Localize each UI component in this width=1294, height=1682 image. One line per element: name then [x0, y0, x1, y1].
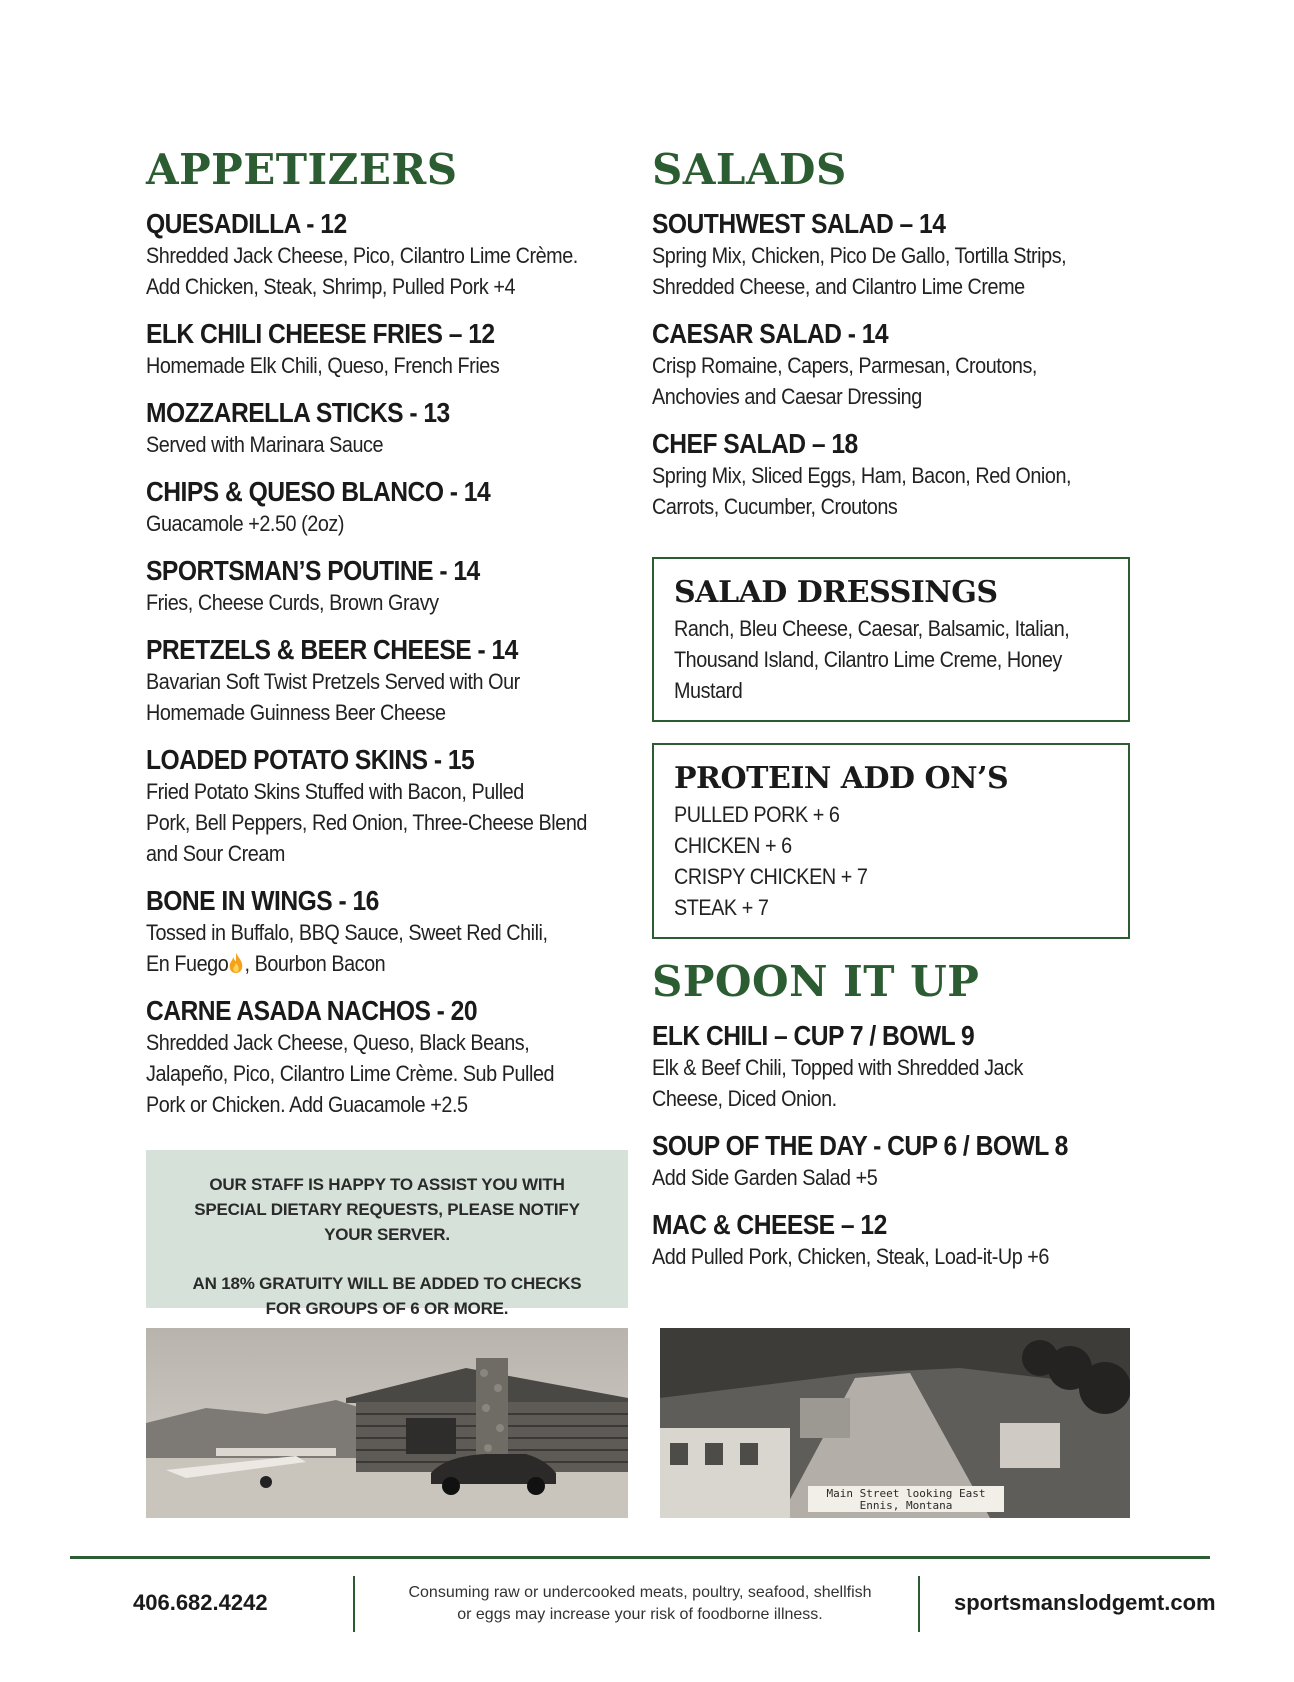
- menu-item: [146, 397, 636, 460]
- food-safety-warning: [380, 1582, 900, 1626]
- item-name: BONE IN WINGS - 16: [146, 885, 379, 916]
- dressing-line: Mustard: [674, 678, 743, 703]
- item-name: PRETZELS & BEER CHEESE - 14: [146, 634, 518, 665]
- item-name: SOUTHWEST SALAD – 14: [652, 208, 946, 239]
- salads-title: SALADS: [652, 145, 847, 194]
- spoon-it-up-title: SPOON IT UP: [652, 957, 980, 1006]
- menu-item: [652, 428, 1142, 522]
- item-description: and Sour Cream: [146, 841, 285, 866]
- item-description: Bavarian Soft Twist Pretzels Served with Our: [146, 669, 520, 694]
- dressing-line: Ranch, Bleu Cheese, Caesar, Balsamic, Italian,: [674, 616, 1070, 641]
- menu-item: [146, 885, 636, 979]
- item-description: Shredded Cheese, and Cilantro Lime Creme: [652, 274, 1025, 299]
- protein-addons-title: PROTEIN ADD ON’S: [674, 761, 1009, 796]
- item-description: Shredded Jack Cheese, Queso, Black Beans,: [146, 1030, 530, 1055]
- wings-flavor-text: En Fuego , Bourbon Bacon: [146, 951, 385, 976]
- menu-item: [146, 744, 636, 869]
- menu-item: [146, 555, 636, 618]
- menu-item: [146, 318, 636, 381]
- warning-line: or eggs may increase your risk of foodborne illness.: [457, 1606, 823, 1623]
- item-name: CHEF SALAD – 18: [652, 428, 858, 459]
- item-description: Fries, Cheese Curds, Brown Gravy: [146, 590, 439, 615]
- item-name: SPORTSMAN’S POUTINE - 14: [146, 555, 480, 586]
- item-description: Tossed in Buffalo, BBQ Sauce, Sweet Red Chili,: [146, 920, 548, 945]
- photo-caption-line-1: Main Street looking East: [826, 1487, 986, 1500]
- item-description: Add Side Garden Salad +5: [652, 1165, 878, 1190]
- item-description: Anchovies and Caesar Dressing: [652, 384, 922, 409]
- menu-item: [146, 476, 636, 539]
- item-name: ELK CHILI CHEESE FRIES – 12: [146, 318, 495, 349]
- item-description: Cheese, Diced Onion.: [652, 1086, 837, 1111]
- menu-item: [652, 1130, 1142, 1193]
- appetizers-title: APPETIZERS: [146, 145, 458, 194]
- main-street-photo: [660, 1328, 1130, 1518]
- appetizers-section: [146, 146, 636, 1136]
- item-name: CHIPS & QUESO BLANCO - 14: [146, 476, 491, 507]
- website-link[interactable]: sportsmanslodgemt.com: [954, 1590, 1216, 1615]
- historic-lodge-photo: [146, 1328, 628, 1518]
- item-description: Crisp Romaine, Capers, Parmesan, Croutons,: [652, 353, 1037, 378]
- protein-line: CHICKEN + 6: [674, 833, 792, 858]
- spoon-it-up-section: [652, 958, 1142, 1288]
- protein-line: CRISPY CHICKEN + 7: [674, 864, 868, 889]
- dietary-requests-text: OUR STAFF IS HAPPY TO ASSIST YOU WITH SPECIAL DIETARY REQUESTS, PLEASE NOTIFY YOUR SERVER.: [194, 1175, 580, 1244]
- dressing-line: Thousand Island, Cilantro Lime Creme, Honey: [674, 647, 1062, 672]
- item-description: Pork, Bell Peppers, Red Onion, Three-Cheese Blend: [146, 810, 587, 835]
- item-description: Jalapeño, Pico, Cilantro Lime Crème. Sub Pulled: [146, 1061, 555, 1086]
- gratuity-text: AN 18% GRATUITY WILL BE ADDED TO CHECKS FOR GROUPS OF 6 OR MORE.: [192, 1274, 582, 1318]
- main-street-illustration: [660, 1328, 1130, 1518]
- flame-icon: [228, 948, 244, 979]
- item-name: CARNE ASADA NACHOS - 20: [146, 995, 478, 1026]
- item-description: [146, 948, 632, 979]
- item-name: MOZZARELLA STICKS - 13: [146, 397, 450, 428]
- item-name: QUESADILLA - 12: [146, 208, 347, 239]
- footer-divider-line: [70, 1556, 1210, 1559]
- item-description: Fried Potato Skins Stuffed with Bacon, Pulled: [146, 779, 524, 804]
- item-name: LOADED POTATO SKINS - 15: [146, 744, 475, 775]
- item-description: Elk & Beef Chili, Topped with Shredded Jack: [652, 1055, 1024, 1080]
- salads-section: [652, 146, 1142, 538]
- dietary-notice: [146, 1150, 628, 1318]
- footer-separator: [353, 1576, 355, 1632]
- item-description: Guacamole +2.50 (2oz): [146, 511, 345, 536]
- menu-item: [146, 634, 636, 728]
- item-description: Homemade Elk Chili, Queso, French Fries: [146, 353, 500, 378]
- item-description: Add Chicken, Steak, Shrimp, Pulled Pork +4: [146, 274, 516, 299]
- salad-dressings-title: SALAD DRESSINGS: [674, 575, 998, 610]
- menu-item: [652, 1020, 1142, 1114]
- warning-line: Consuming raw or undercooked meats, poultry, seafood, shellfish: [408, 1584, 872, 1601]
- item-description: Spring Mix, Sliced Eggs, Ham, Bacon, Red Onion,: [652, 463, 1072, 488]
- footer-separator: [918, 1576, 920, 1632]
- item-description: Add Pulled Pork, Chicken, Steak, Load-it-Up +6: [652, 1244, 1049, 1269]
- menu-item: [146, 995, 636, 1120]
- menu-item: [146, 208, 636, 302]
- item-name: ELK CHILI – CUP 7 / BOWL 9: [652, 1020, 975, 1051]
- lodge-photo-illustration: [146, 1328, 628, 1518]
- menu-item: [652, 208, 1142, 302]
- item-description: Shredded Jack Cheese, Pico, Cilantro Lime Crème.: [146, 243, 578, 268]
- protein-addons-box: [652, 743, 1130, 939]
- item-description: Carrots, Cucumber, Croutons: [652, 494, 898, 519]
- salad-dressings-box: [652, 557, 1130, 722]
- protein-line: STEAK + 7: [674, 895, 769, 920]
- menu-item: [652, 1209, 1142, 1272]
- item-description: Pork or Chicken. Add Guacamole +2.5: [146, 1092, 468, 1117]
- item-description: Spring Mix, Chicken, Pico De Gallo, Tortilla Strips,: [652, 243, 1067, 268]
- item-description: Homemade Guinness Beer Cheese: [146, 700, 446, 725]
- photo-caption-line-2: Ennis, Montana: [859, 1499, 953, 1512]
- item-description: Served with Marinara Sauce: [146, 432, 384, 457]
- item-name: CAESAR SALAD - 14: [652, 318, 889, 349]
- menu-item: [652, 318, 1142, 412]
- phone-number[interactable]: 406.682.4242: [133, 1590, 268, 1615]
- item-name: SOUP OF THE DAY - CUP 6 / BOWL 8: [652, 1130, 1068, 1161]
- item-name: MAC & CHEESE – 12: [652, 1209, 887, 1240]
- protein-line: PULLED PORK + 6: [674, 802, 840, 827]
